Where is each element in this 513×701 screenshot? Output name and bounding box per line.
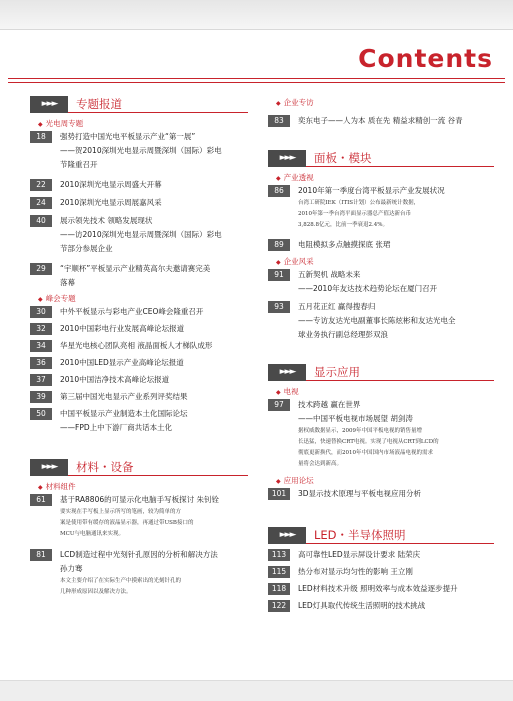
toc-entry[interactable]: [30, 178, 248, 192]
entry-description: 3,828.8亿元，比前一季衰退2.4%。: [298, 222, 388, 228]
page-number: 97: [268, 399, 290, 411]
page-number: 40: [30, 215, 52, 227]
entry-title: 2010中国彩电行业发展高峰论坛报道: [60, 324, 185, 333]
page-number: 39: [30, 391, 52, 403]
entry-description: 本文主要介绍了在实际生产中摸索出的光刻针孔的: [60, 578, 182, 584]
section-arrow-icon: ►►►: [30, 96, 68, 113]
toc-entry[interactable]: [30, 305, 248, 319]
entry-title: 强势打造中国光电平板显示产业“第一展”: [60, 132, 196, 141]
page-number: 36: [30, 357, 52, 369]
page-number: 118: [268, 583, 290, 595]
toc-entry[interactable]: [30, 493, 248, 507]
entry-description: 长迅猛，快速替换CRT电视。实现了电视从CRT到LCD的: [298, 439, 439, 445]
entry-description: 几种形成原因以及解决方法。: [60, 589, 132, 595]
entry-continuation: ——2010年友达技术趋势论坛在厦门召开: [298, 284, 438, 293]
section-mianban: [268, 150, 494, 342]
toc-entry[interactable]: [30, 322, 248, 336]
entry-title: 中外平板显示与彩电产业CEO峰会隆重召开: [60, 307, 204, 316]
bullet-icon: ◆: [276, 100, 281, 107]
page-number: 91: [268, 269, 290, 281]
entry-continuation: 球业务执行副总经理彭双浪: [298, 330, 388, 339]
page-number: 83: [268, 115, 290, 127]
page-title: Contents: [358, 44, 493, 73]
subsection-title: ◆ 企业专访: [276, 98, 314, 107]
entry-title: 高可靠性LED显示屏设计要求 陆荣庆: [298, 550, 421, 559]
entry-title: 3D显示技术原理与平板电视应用分析: [298, 489, 422, 498]
toc-entry[interactable]: [268, 238, 494, 252]
toc-entry[interactable]: [268, 565, 494, 579]
toc-entry[interactable]: [268, 398, 494, 412]
page-number: 122: [268, 600, 290, 612]
entry-title: 华星光电核心团队亮相 液晶面板人才梯队成形: [60, 341, 213, 350]
entry-description: 要实现在手写板上显示所写的笔画，较为简单的方: [60, 509, 182, 515]
entry-continuation: ——访2010深圳光电显示周暨深圳（国际）彩电: [60, 230, 222, 239]
subsection-title: ◆ 产业透视: [276, 173, 314, 182]
toc-entry[interactable]: [30, 390, 248, 404]
section-title: 专题报道: [68, 96, 248, 113]
title-rule: [8, 78, 505, 79]
entry-title: 基于RA8806的可显示化电脑手写板探讨 朱钊铨: [60, 495, 220, 504]
page-number: 34: [30, 340, 52, 352]
entry-title: 2010中国洁净技术高峰论坛报道: [60, 375, 170, 384]
page-number: 29: [30, 263, 52, 275]
subsection-title: ◆ 材料组件: [38, 482, 76, 491]
toc-entry[interactable]: [268, 599, 494, 613]
section-led: [268, 527, 494, 613]
subsection-title: ◆ 电视: [276, 387, 299, 396]
entry-title: 2010深圳光电显示周盛大开幕: [60, 180, 162, 189]
entry-title: 2010中国LED显示产业高峰论坛报道: [60, 358, 184, 367]
section-title: 面板・模块: [306, 150, 494, 167]
entry-title: 奕东电子——人为本 质在先 精益求精创一流 谷青: [298, 116, 463, 125]
entry-title: 2010深圳光电显示周展嘉风采: [60, 198, 162, 207]
subsection-title: ◆ 企业风采: [276, 257, 314, 266]
entry-title: 中国平板显示产业制造本土化国际论坛: [60, 409, 188, 418]
entry-continuation: 落幕: [60, 278, 75, 287]
entry-continuation: ——中国平板电视市场展望 胡剑涛: [298, 414, 413, 423]
toc-entry[interactable]: [30, 339, 248, 353]
bottom-band: [0, 680, 513, 701]
bullet-icon: ◆: [276, 389, 281, 396]
toc-entry[interactable]: [30, 407, 248, 421]
toc-entry[interactable]: [30, 214, 248, 228]
section-zhuanti: [30, 96, 248, 435]
section-title: 材料・设备: [68, 459, 248, 476]
section-cailiao: [30, 459, 248, 598]
page-number: 86: [268, 185, 290, 197]
toc-entry[interactable]: [268, 582, 494, 596]
toc-entry[interactable]: [30, 548, 248, 562]
entry-title: 五月花正红 赢得搜春归: [298, 302, 376, 311]
bullet-icon: ◆: [276, 478, 281, 485]
bullet-icon: ◆: [38, 296, 43, 303]
bullet-icon: ◆: [38, 484, 43, 491]
toc-entry[interactable]: [30, 130, 248, 144]
entry-description: MCU与电脑通讯来实现。: [60, 531, 124, 537]
page-number: 18: [30, 131, 52, 143]
entry-title: 热分布对显示均匀性的影响 王立刚: [298, 567, 413, 576]
entry-title: 电阻模拟多点触摸探底 张珺: [298, 240, 391, 249]
toc-entry[interactable]: [268, 114, 494, 128]
entry-title: “宇顺杯”平板显示产业精英高尔夫邀请赛完美: [60, 264, 211, 273]
right-column: [268, 96, 494, 613]
entry-title: 第三届中国光电显示产业系列评奖结果: [60, 392, 188, 401]
section-title: LED・半导体照明: [306, 527, 494, 544]
left-column: [30, 96, 248, 598]
entry-title: LCD制造过程中光刻针孔原因的分析和解决方法: [60, 550, 218, 559]
entry-description: 案是使用带有缓存的液晶显示器，再通过带USB接口的: [60, 520, 194, 526]
page-number: 61: [30, 494, 52, 506]
section-xianshi: [268, 364, 494, 501]
entry-continuation: ——专访友达光电副董事长陈炫彬和友达光电全: [298, 316, 456, 325]
toc-entry[interactable]: [30, 196, 248, 210]
page-number: 37: [30, 374, 52, 386]
entry-description: 量将会达到新高。: [298, 461, 343, 467]
subsection-title: ◆ 光电周专题: [38, 119, 84, 128]
page-number: 115: [268, 566, 290, 578]
entry-title: LED灯具取代传统生活照明的技术挑战: [298, 601, 426, 610]
entry-continuation: 节部分参展企业: [60, 244, 113, 253]
section-arrow-icon: ►►►: [268, 150, 306, 167]
toc-entry[interactable]: [268, 184, 494, 198]
toc-entry[interactable]: [268, 300, 494, 314]
page-number: 50: [30, 408, 52, 420]
entry-title: 技术跨越 赢在世界: [298, 400, 361, 409]
page-number: 32: [30, 323, 52, 335]
page-number: 101: [268, 488, 290, 500]
toc-entry[interactable]: [268, 548, 494, 562]
entry-description: 2010年第一季台湾平面显示器总产值达新台币: [298, 211, 411, 217]
bullet-icon: ◆: [38, 121, 43, 128]
toc-entry[interactable]: [30, 356, 248, 370]
bullet-icon: ◆: [276, 259, 281, 266]
page-number: 30: [30, 306, 52, 318]
page-number: 22: [30, 179, 52, 191]
entry-description: 彻底更新换代，而2010年中国国内市场液晶电视的需求: [298, 450, 433, 456]
toc-entry[interactable]: [30, 262, 248, 276]
page-number: 24: [30, 197, 52, 209]
entry-title: 2010年第一季度台湾平板显示产业发展状况: [298, 186, 445, 195]
top-band: [0, 0, 513, 30]
entry-title: 五新契机 战略未来: [298, 270, 361, 279]
entry-continuation: ——FPD上中下游厂商共话本土化: [60, 423, 173, 432]
toc-entry[interactable]: [30, 373, 248, 387]
entry-description: 台湾工研院IEK（ITIS计划）公布最新统计数据，: [298, 200, 420, 206]
section-arrow-icon: ►►►: [30, 459, 68, 476]
bullet-icon: ◆: [276, 175, 281, 182]
entry-continuation: 节隆重召开: [60, 160, 98, 169]
entry-continuation: 孙力骞: [60, 564, 83, 573]
page-number: 81: [30, 549, 52, 561]
entry-description: 据权威数据显示，2009年中国平板电视的销售量增: [298, 428, 422, 434]
entry-continuation: ——贺2010深圳光电显示周暨深圳（国际）彩电: [60, 146, 222, 155]
title-rule-2: [8, 82, 505, 83]
section-arrow-icon: ►►►: [268, 364, 306, 381]
section-arrow-icon: ►►►: [268, 527, 306, 544]
subsection-title: ◆ 峰会专题: [38, 294, 76, 303]
entry-title: 展示领先技术 领略发展现状: [60, 216, 153, 225]
section-title: 显示应用: [306, 364, 494, 381]
toc-entry[interactable]: [268, 268, 494, 282]
subsection-title: ◆ 应用论坛: [276, 476, 314, 485]
page-number: 113: [268, 549, 290, 561]
entry-title: LED材料技术升级 照明效率与成本效益逐步提升: [298, 584, 458, 593]
toc-entry[interactable]: [268, 487, 494, 501]
page-number: 93: [268, 301, 290, 313]
page-number: 89: [268, 239, 290, 251]
